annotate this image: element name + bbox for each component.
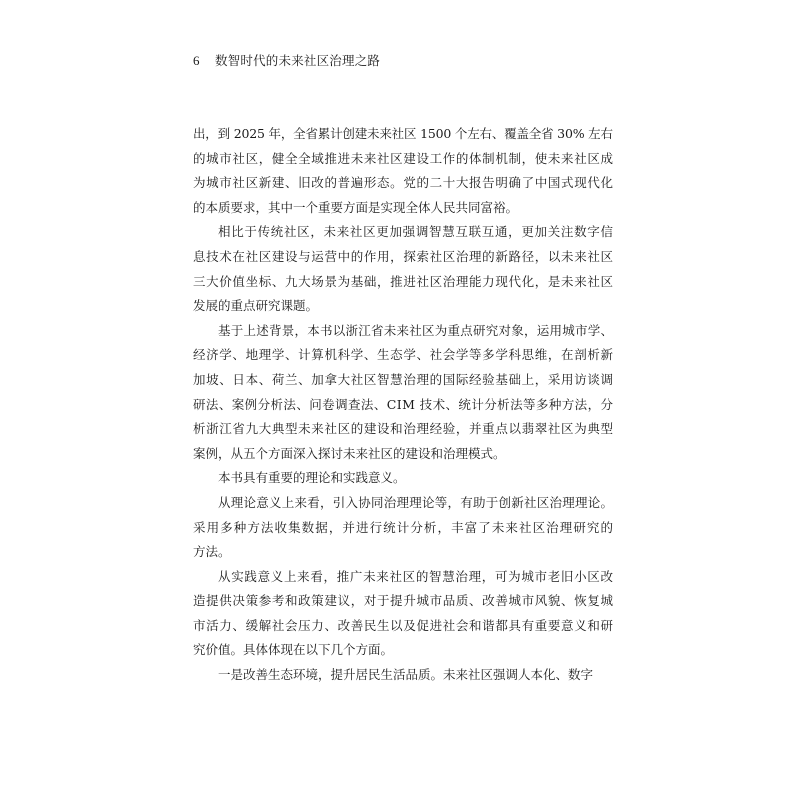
- text-line: 本书具有重要的理论和实践意义。: [218, 470, 406, 486]
- text-line: 息技术在社区建设与运营中的作用，探索社区治理的新路径，以未来社区: [193, 248, 614, 264]
- page-number: 6: [193, 53, 200, 68]
- text-line: 采用多种方法收集数据，并进行统计分析，丰富了未来社区治理研究的: [193, 519, 615, 535]
- running-head: [193, 50, 380, 72]
- text-line: 发展的重点研究课题。: [193, 298, 319, 314]
- text-line: 经济学、地理学、计算机科学、生态学、社会学等多学科思维，在剖析新: [193, 347, 614, 363]
- text-line: 一是改善生态环境，提升居民生活品质。未来社区强调人本化、数字: [218, 667, 594, 683]
- text-line: 加坡、日本、荷兰、加拿大社区智慧治理的国际经验基础上，采用访谈调: [193, 371, 614, 387]
- text-line: 的本质要求，其中一个重要方面是实现全体人民共同富裕。: [193, 199, 519, 215]
- text-line: 基于上述背景，本书以浙江省未来社区为重点研究对象，运用城市学、: [218, 322, 614, 338]
- text-line: 方法。: [193, 544, 231, 560]
- text-line: 究价值。具体体现在以下几个方面。: [193, 642, 394, 658]
- body-text: [193, 122, 613, 688]
- text-line: 三大价值坐标、九大场景为基础，推进社区治理能力现代化，是未来社区: [193, 273, 614, 289]
- text-line: 案例，从五个方面深入探讨未来社区的建设和治理模式。: [193, 445, 506, 461]
- text-line: 从实践意义上来看，推广未来社区的智慧治理，可为城市老旧小区改: [218, 568, 614, 584]
- text-line: 的城市社区，健全全域推进未来社区建设工作的体制机制，使未来社区成: [193, 150, 614, 166]
- text-line: 从理论意义上来看，引入协同治理理论等，有助于创新社区治理理论。: [218, 494, 614, 510]
- text-line: 相比于传统社区，未来社区更加强调智慧互联互通，更加关注数字信: [218, 224, 614, 240]
- text-line: 为城市社区新建、旧改的普遍形态。党的二十大报告明确了中国式现代化: [193, 175, 614, 191]
- text-line: 研法、案例分析法、问卷调查法、CIM 技术、统计分析法等多种方法，分: [193, 396, 614, 412]
- text-line: 市活力、缓解社会压力、改善民生以及促进社会和谐都具有重要意义和研: [193, 617, 614, 633]
- text-line: 析浙江省九大典型未来社区的建设和治理经验，并重点以翡翠社区为典型: [193, 421, 614, 437]
- text-line: 造提供决策参考和政策建议，对于提升城市品质、改善城市风貌、恢复城: [193, 593, 614, 609]
- text-line: 出，到 2025 年，全省累计创建未来社区 1500 个左右、覆盖全省 30% 左右: [193, 126, 613, 141]
- book-title: 数智时代的未来社区治理之路: [215, 53, 381, 68]
